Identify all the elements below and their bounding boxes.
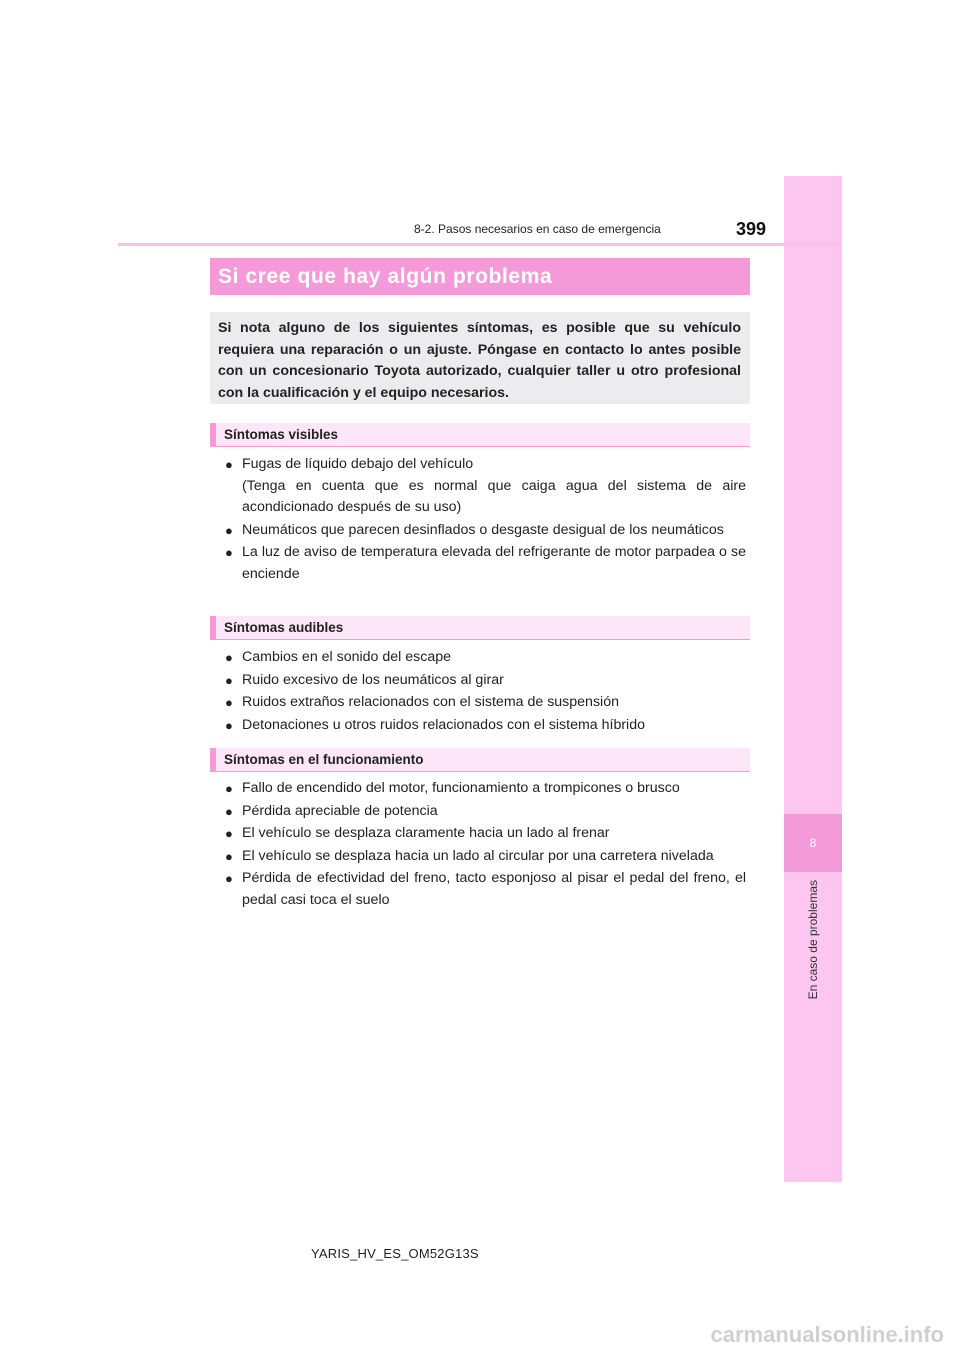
list-item — [224, 778, 746, 800]
main-title-bar — [210, 258, 750, 295]
main-title: Si cree que hay algún problema — [218, 265, 553, 288]
intro-box — [210, 312, 750, 404]
bullet-icon: ● — [225, 672, 233, 688]
visible-symptoms-list — [224, 454, 746, 586]
section-title: Síntomas audibles — [224, 620, 344, 635]
bullet-icon: ● — [225, 650, 233, 665]
list-item — [224, 692, 746, 714]
list-item-text: Cambios en el sonido del escape — [242, 649, 452, 665]
audible-symptoms-list — [224, 647, 746, 737]
header-rule — [118, 243, 842, 246]
chapter-label-box — [791, 880, 835, 1020]
list-item — [224, 715, 746, 737]
list-item — [224, 801, 746, 823]
page-number: 399 — [736, 219, 767, 239]
list-item-text: Ruido excesivo de los neumáticos al girar — [242, 671, 504, 688]
list-item — [224, 670, 746, 692]
document-code: YARIS_HV_ES_OM52G13S — [311, 1246, 479, 1261]
list-item-text: El vehículo se desplaza claramente hacia un lado al frenar — [242, 825, 610, 841]
breadcrumb: 8-2. Pasos necesarios en caso de emergencia — [414, 222, 661, 236]
list-item-text: Fallo de encendido del motor, funcionamiento a trompicones o brusco — [242, 780, 680, 796]
intro-text: Si nota alguno de los siguientes síntomas, es posible que su vehículo requiera una reparación o un ajuste. Póngase en contacto lo antes posible con un concesionario Toyota autorizado, cualquier taller u otro profesional con la cualificación y el equipo necesarios. — [218, 320, 741, 401]
bullet-icon: ● — [225, 457, 233, 472]
list-item-text: El vehículo se desplaza hacia un lado al circular por una carretera nivelada — [242, 847, 714, 864]
list-item — [224, 846, 746, 868]
list-item — [224, 868, 746, 911]
chapter-label: En caso de problemas — [806, 880, 820, 1000]
section-heading-operation — [210, 748, 750, 772]
watermark-strip — [0, 1318, 960, 1358]
list-item-text: Fugas de líquido debajo del vehículo — [242, 456, 474, 472]
section-heading-visible — [210, 423, 750, 447]
list-item — [224, 823, 746, 845]
section-title: Síntomas visibles — [224, 427, 339, 442]
bullet-icon: ● — [225, 803, 233, 819]
list-item — [224, 647, 746, 669]
list-item — [224, 520, 746, 542]
bullet-icon: ● — [225, 826, 233, 841]
list-item — [224, 542, 746, 585]
bullet-icon: ● — [225, 871, 233, 886]
bullet-icon: ● — [225, 545, 233, 560]
chapter-number-tab — [784, 814, 842, 872]
section-heading-audible — [210, 616, 750, 640]
section-title: Síntomas en el funcionamiento — [224, 752, 424, 767]
list-item-note: (Tenga en cuenta que es normal que caiga agua del sistema de aire acondicionado después de su uso) — [242, 477, 746, 515]
list-item-text: La luz de aviso de temperatura elevada del refrigerante de motor parpadea o se enciende — [242, 544, 746, 582]
bullet-icon: ● — [225, 522, 233, 538]
operation-symptoms-list — [224, 778, 746, 912]
list-item-text: Detonaciones u otros ruidos relacionados con el sistema híbrido — [242, 716, 645, 733]
list-item-text: Ruidos extraños relacionados con el sistema de suspensión — [242, 694, 619, 710]
bullet-icon: ● — [225, 717, 233, 733]
list-item-text: Pérdida apreciable de potencia — [242, 802, 438, 819]
bullet-icon: ● — [225, 781, 233, 796]
list-item-text: Pérdida de efectividad del freno, tacto esponjoso al pisar el pedal del freno, el pedal casi toca el suelo — [242, 870, 746, 908]
chapter-number: 8 — [809, 836, 817, 850]
bullet-icon: ● — [225, 848, 233, 864]
chapter-side-tab — [784, 176, 842, 1182]
watermark-text: carmanualsonline.info — [710, 1322, 944, 1347]
list-item — [224, 454, 746, 519]
bullet-icon: ● — [225, 695, 233, 710]
list-item-text: Neumáticos que parecen desinflados o desgaste desigual de los neumáticos — [242, 521, 724, 538]
